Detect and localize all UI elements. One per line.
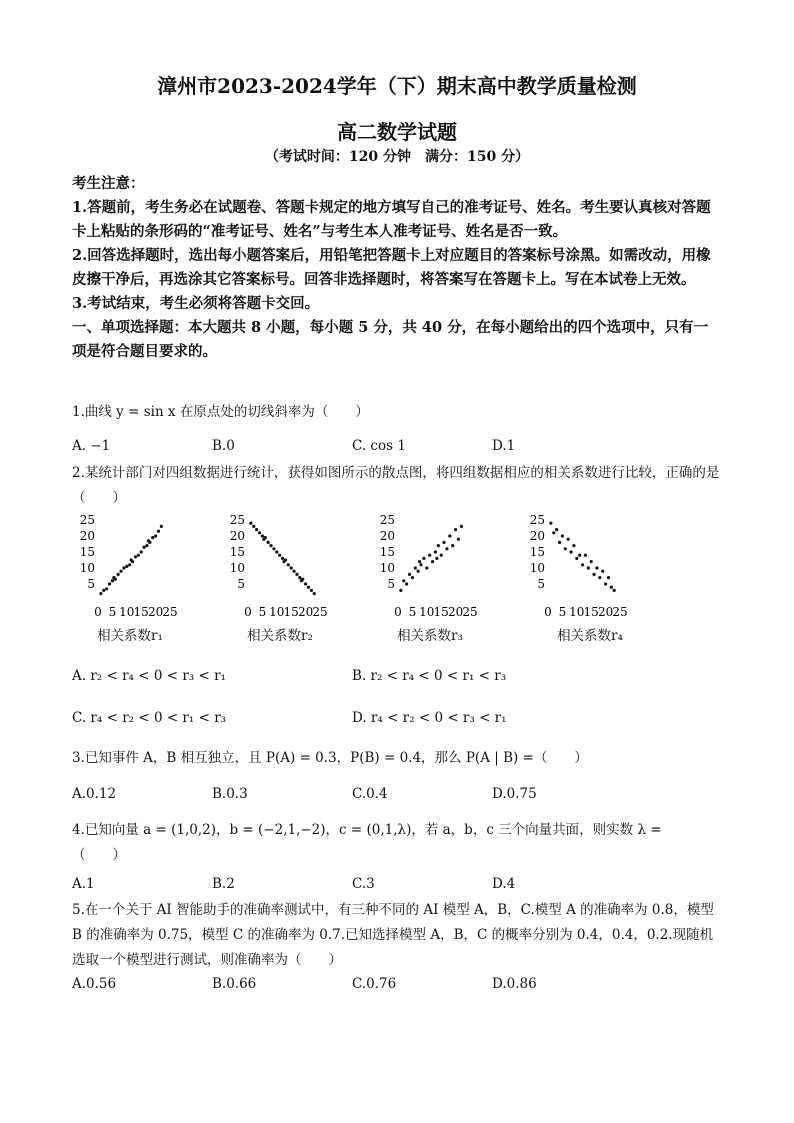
x-tick-label: 25 [462,605,478,619]
scatter-point [440,554,443,557]
question-3-options [72,786,722,808]
question-stem: 1.曲线 y = sin x 在原点处的切线斜率为（ ） [72,404,369,420]
scatter-point [425,566,428,569]
scatter-point [154,534,157,537]
y-tick-label: 15 [229,545,245,559]
scatter-point [122,566,125,569]
question-2 [72,461,722,511]
scatter-point [301,578,304,581]
scatter-point [604,582,607,585]
scatter-point [567,538,570,541]
x-tick-label: 20 [147,605,164,619]
scatter-plot-r4 [522,512,632,617]
scatter-point [264,536,267,539]
scatter-point [145,544,148,547]
exam-title: 漳州市2023-2024学年（下）期末高中教学质量检测 [157,74,637,98]
question-5 [72,898,722,973]
option-d[interactable]: D.0.75 [492,786,537,802]
scatter-point [160,525,163,528]
scatter-point [269,544,272,547]
y-tick-label: 10 [229,561,245,575]
scatter-point [255,528,258,531]
plot-label-r4: 相关系数r₄ [557,628,623,644]
y-tick-label: 10 [379,561,395,575]
option-b[interactable]: B. r₂ < r₄ < 0 < r₁ < r₃ [352,668,507,684]
y-tick-label: 5 [87,577,95,591]
plot-label-r2: 相关系数r₂ [247,628,313,644]
scatter-point [595,566,598,569]
scatter-point [128,563,131,566]
scatter-point [434,550,437,553]
y-tick-label: 25 [529,513,545,527]
scatter-point [258,531,261,534]
scatter-point [252,525,255,528]
question-stem-cont: （ ） [72,847,126,863]
x-tick-label: 20 [447,605,464,619]
plot-label-r1: 相关系数r₁ [97,628,163,644]
option-a[interactable]: A.0.12 [72,786,117,802]
scatter-point [134,555,137,558]
x-tick-label: 15 [283,605,299,619]
scatter-point [607,576,610,579]
scatter-point [610,586,613,589]
y-tick-label: 25 [229,513,245,527]
scatter-point [402,579,405,582]
option-c[interactable]: C.0.4 [352,786,388,802]
scatter-plot-r1 [72,512,182,617]
plot-label-r3: 相关系数r₃ [397,628,463,644]
scatter-point [435,557,438,560]
x-tick-label: 10 [119,605,135,619]
scatter-point [111,579,114,582]
option-a[interactable]: A. −1 [72,438,111,454]
scatter-point [442,541,445,544]
scatter-point [584,554,587,557]
question-4-options [72,876,722,898]
scatter-plot-svg [522,512,632,617]
scatter-point [578,554,581,557]
scatter-point [117,573,120,576]
scatter-point [613,589,616,592]
scatter-point [125,565,128,568]
x-tick-label: 0 [94,605,102,619]
scatter-point [457,538,460,541]
scatter-point [558,541,561,544]
scatter-point [552,531,555,534]
x-tick-label: 0 [244,605,252,619]
option-d[interactable]: D.0.86 [492,976,537,992]
x-tick-label: 15 [433,605,449,619]
scatter-point [295,573,298,576]
note-item: 1.答题前，考生务必在试题卷、答题卡规定的地方填写自己的准考证号、姓名。考生要认真核对答题卡上粘贴的条形码的“准考证号、姓名”与考生本人准考证号、姓名是否一致。 [72,199,711,240]
scatter-point [313,592,316,595]
note-item: 3.考试结束，考生必须将答题卡交回。 [72,295,320,312]
y-tick-label: 25 [79,513,95,527]
scatter-point [572,544,575,547]
question-stem: 5.在一个关于 AI 智能助手的准确率测试中，有三种不同的 AI 模型 A，B，C.模型 A 的准确率为 0.8，模型 B 的准确率为 0.75，模型 C 的准确率为 0.7.已知选择模型 A，B，C 的概率分别为 0.4，0.4，0.2.现随机选取一个模型进行测试，则准确率为（ ） [72,902,714,968]
scatter-point [587,566,590,569]
scatter-point [445,547,448,550]
scatter-point [437,544,440,547]
y-tick-label: 20 [229,529,245,543]
y-tick-label: 5 [537,577,545,591]
scatter-point [428,554,431,557]
scatter-point [419,563,422,566]
y-tick-label: 20 [529,529,545,543]
y-tick-label: 20 [379,529,395,543]
scatter-point [454,528,457,531]
scatter-point [119,570,122,573]
scatter-point [448,534,451,537]
x-tick-label: 20 [297,605,314,619]
scatter-point [261,534,264,537]
scatter-point [399,589,402,592]
x-tick-label: 10 [269,605,285,619]
scatter-point [431,560,434,563]
note-item: 2.回答选择题时，选出每小题答案后，用铅笔把答题卡上对应题目的答案标号涂黑。如需改动，用橡皮擦干净后，再选涂其它答案标号。回答非选择题时，将答案写在答题卡上。写在本试卷上无效。 [72,247,711,288]
scatter-point [310,589,313,592]
scatter-point [451,544,454,547]
option-c[interactable]: C.3 [352,876,375,892]
option-d[interactable]: D.1 [492,438,516,454]
option-b[interactable]: B.0.3 [212,786,248,802]
y-tick-label: 15 [379,545,395,559]
x-tick-label: 25 [162,605,178,619]
option-b[interactable]: B.0.66 [212,976,257,992]
scatter-point [278,554,281,557]
scatter-point [418,560,421,563]
x-tick-label: 10 [419,605,435,619]
y-tick-label: 15 [79,545,95,559]
scatter-point [422,557,425,560]
y-tick-label: 15 [529,545,545,559]
question-5-options [72,976,722,998]
scatter-point [105,587,108,590]
scatter-plot-svg [222,512,332,617]
scatter-point [298,576,301,579]
option-a[interactable]: A.0.56 [72,976,117,992]
scatter-point [411,576,414,579]
option-d[interactable]: D.4 [492,876,516,892]
scatter-point [590,560,593,563]
scatter-point [601,570,604,573]
scatter-point [142,546,145,549]
x-tick-label: 5 [108,605,117,619]
option-b[interactable]: B.2 [212,876,235,892]
option-c[interactable]: C. cos 1 [352,438,406,454]
question-2-options-row2 [72,710,722,732]
x-tick-label: 5 [558,605,567,619]
scatter-point [140,550,143,553]
y-tick-label: 25 [379,513,395,527]
scatter-point [148,541,151,544]
question-stem: 3.已知事件 A，B 相互独立，且 P(A) = 0.3，P(B) = 0.4，那么 P(A | B) =（ ） [72,750,588,766]
question-stem: 2.某统计部门对四组数据进行统计，获得如图所示的散点图，将四组数据相应的相关系数进行比较，正确的是（ ） [72,465,720,506]
scatter-point [549,522,552,525]
scatter-point [99,592,102,595]
scatter-point [414,566,417,569]
scatter-plot-r2 [222,512,332,617]
question-3 [72,746,722,771]
option-b[interactable]: B.0 [212,438,235,454]
x-tick-label: 0 [544,605,552,619]
scatter-point [598,576,601,579]
scatter-point [460,525,463,528]
x-tick-label: 5 [258,605,267,619]
scatter-point [592,573,595,576]
x-tick-label: 25 [312,605,328,619]
scatter-point [290,566,293,569]
scatter-point [561,534,564,537]
x-tick-label: 15 [133,605,149,619]
scatter-point [114,578,117,581]
exam-notes [72,172,722,364]
scatter-point [569,550,572,553]
option-a[interactable]: A. r₂ < r₄ < 0 < r₃ < r₁ [72,668,226,684]
y-tick-label: 10 [529,561,545,575]
scatter-plot-r3 [372,512,482,617]
scatter-point [249,522,252,525]
x-tick-label: 0 [394,605,402,619]
scatter-point [272,547,275,550]
option-d[interactable]: D. r₄ < r₂ < 0 < r₃ < r₁ [352,710,507,726]
scatter-point [408,573,411,576]
scatter-point [575,557,578,560]
scatter-point [287,563,290,566]
scatter-point [108,582,111,585]
question-2-options-row1 [72,668,722,690]
scatter-plot-svg [72,512,182,617]
y-tick-label: 10 [79,561,95,575]
scatter-point [292,570,295,573]
scatter-point [307,586,310,589]
scatter-point [151,536,154,539]
scatter-point [304,582,307,585]
exam-subtitle: 高二数学试题 [337,120,457,144]
exam-info: （考试时间：120 分钟 满分：150 分） [264,149,530,165]
scatter-point [284,558,287,561]
scatter-point [157,530,160,533]
scatter-point [267,541,270,544]
section-heading: 一、单项选择题：本大题共 8 小题，每小题 5 分，共 40 分，在每小题给出的四个选项中，只有一项是符合题目要求的。 [72,319,709,360]
question-stem: 4.已知向量 a = (1,0,2)，b = (−2,1,−2)，c = (0,1,λ)，若 a，b，c 三个向量共面，则实数 λ = [72,822,662,838]
scatter-point [102,589,105,592]
y-tick-label: 20 [79,529,95,543]
option-c[interactable]: C.0.76 [352,976,397,992]
x-tick-label: 20 [597,605,614,619]
x-tick-label: 5 [408,605,417,619]
scatter-point [281,557,284,560]
x-tick-label: 25 [612,605,628,619]
scatter-plot-svg [372,512,482,617]
scatter-point [564,547,567,550]
scatter-point [275,550,278,553]
scatter-point [405,582,408,585]
y-tick-label: 5 [387,577,395,591]
x-tick-label: 10 [569,605,585,619]
y-tick-label: 5 [237,577,245,591]
scatter-point [131,560,134,563]
question-1 [72,400,722,425]
option-c[interactable]: C. r₄ < r₂ < 0 < r₁ < r₃ [72,710,227,726]
scatter-point [555,528,558,531]
scatter-point [417,570,420,573]
question-4 [72,818,722,868]
scatter-point [137,554,140,557]
notes-heading: 考生注意： [72,175,145,192]
option-a[interactable]: A.1 [72,876,95,892]
x-tick-label: 15 [583,605,599,619]
scatter-point [581,563,584,566]
question-1-options [72,438,722,460]
